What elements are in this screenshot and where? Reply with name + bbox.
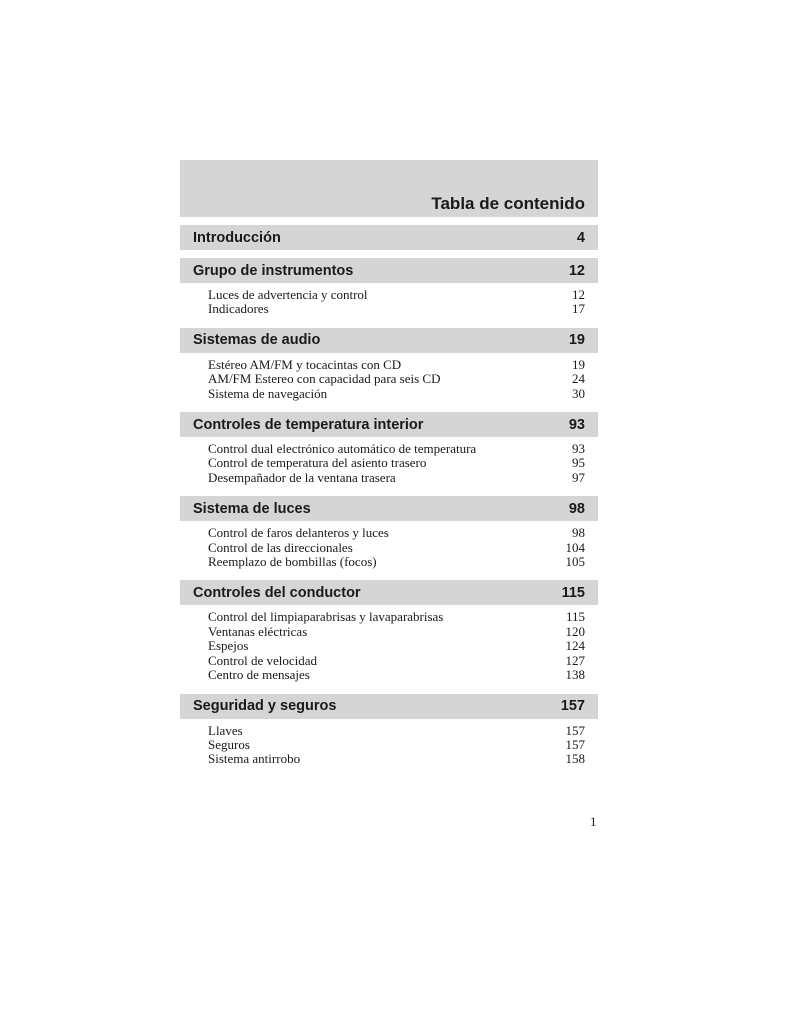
toc-section: [180, 694, 598, 770]
subsection-page: 124: [565, 638, 585, 654]
section-page: 157: [560, 698, 585, 714]
subsection-page: 24: [572, 371, 585, 387]
subsection-page: 157: [565, 736, 585, 752]
subsection-label: Control de faros delanteros y luces: [208, 525, 389, 541]
subsection-entry[interactable]: [208, 752, 585, 766]
subsection-entry[interactable]: [208, 387, 585, 401]
subsection-label: Control de velocidad: [208, 652, 318, 668]
subsection-entry[interactable]: [208, 456, 585, 470]
section-page: 4: [576, 229, 585, 246]
toc-section: [180, 496, 598, 572]
subsection-page: 17: [572, 301, 585, 317]
toc-section: [180, 328, 598, 404]
page-title: Tabla de contenido: [431, 194, 585, 213]
subsection-label: Centro de mensajes: [208, 667, 310, 683]
toc-section: [180, 225, 598, 250]
subsection-list: [180, 521, 598, 572]
subsection-entry[interactable]: [208, 541, 585, 555]
section-header[interactable]: [180, 694, 598, 719]
subsection-page: 19: [572, 356, 585, 372]
toc-section: [180, 412, 598, 488]
title-band: [180, 160, 598, 217]
subsection-label: Sistema de navegación: [208, 385, 328, 401]
section-header[interactable]: [180, 412, 598, 437]
section-page: 115: [561, 584, 585, 601]
subsection-label: Luces de advertencia y control: [208, 287, 368, 302]
section-header[interactable]: [180, 258, 598, 283]
subsection-entry[interactable]: [208, 358, 585, 372]
subsection-entry[interactable]: [208, 639, 585, 653]
section-page: 98: [568, 500, 585, 517]
subsection-page: 105: [565, 554, 585, 570]
subsection-list: [180, 353, 598, 404]
subsection-entry[interactable]: [208, 442, 585, 456]
subsection-label: Estéreo AM/FM y tocacintas con CD: [208, 356, 402, 372]
section-page: 93: [568, 416, 585, 433]
section-title: Controles de temperatura interior: [193, 416, 424, 433]
subsection-page: 97: [572, 469, 585, 485]
subsection-entry[interactable]: [208, 526, 585, 540]
subsection-page: 104: [565, 539, 585, 555]
subsection-entry[interactable]: [208, 288, 585, 302]
subsection-page: 158: [565, 751, 585, 767]
subsection-label: Control dual electrónico automático de temperatura: [208, 441, 477, 457]
subsection-entry[interactable]: [208, 625, 585, 639]
subsection-entry[interactable]: [208, 610, 585, 624]
section-title: Sistema de luces: [193, 500, 311, 517]
subsection-entry[interactable]: [208, 302, 585, 316]
subsection-entry[interactable]: [208, 471, 585, 485]
subsection-entry[interactable]: [208, 668, 585, 682]
subsection-label: Control de temperatura del asiento trasero: [208, 455, 427, 471]
subsection-page: 120: [565, 623, 585, 639]
page-number: 1: [590, 814, 597, 829]
subsection-label: Control de las direccionales: [208, 539, 353, 555]
subsection-label: Seguros: [208, 736, 250, 752]
subsection-page: 30: [572, 385, 585, 401]
subsection-label: AM/FM Estereo con capacidad para seis CD: [208, 371, 441, 387]
section-title: Seguridad y seguros: [193, 698, 337, 714]
subsection-page: 95: [572, 455, 585, 471]
subsection-page: 98: [572, 525, 585, 541]
subsection-page: 93: [572, 441, 585, 457]
section-title: Introducción: [193, 229, 281, 246]
toc-section: [180, 580, 598, 685]
subsection-entry[interactable]: [208, 738, 585, 752]
toc-section: [180, 258, 598, 320]
subsection-label: Desempañador de la ventana trasera: [208, 469, 396, 485]
toc-sections: [180, 225, 598, 770]
subsection-list: [180, 605, 598, 685]
subsection-page: 138: [565, 667, 585, 683]
table-of-contents: [180, 160, 598, 770]
section-page: 19: [568, 332, 585, 349]
subsection-page: 127: [565, 652, 585, 668]
section-header[interactable]: [180, 580, 598, 605]
subsection-list: [180, 437, 598, 488]
subsection-label: Ventanas eléctricas: [208, 623, 308, 639]
section-title: Controles del conductor: [193, 584, 361, 601]
section-title: Grupo de instrumentos: [193, 262, 354, 279]
section-page: 12: [568, 262, 585, 279]
subsection-label: Sistema antirrobo: [208, 751, 301, 767]
subsection-page: 115: [565, 609, 585, 625]
subsection-label: Control del limpiaparabrisas y lavaparabrisas: [208, 609, 444, 625]
subsection-entry[interactable]: [208, 724, 585, 738]
section-header[interactable]: [180, 225, 598, 250]
section-header[interactable]: [180, 496, 598, 521]
subsection-label: Reemplazo de bombillas (focos): [208, 554, 377, 570]
subsection-label: Espejos: [208, 638, 249, 654]
subsection-label: Indicadores: [208, 301, 269, 317]
section-title: Sistemas de audio: [193, 332, 321, 349]
subsection-entry[interactable]: [208, 372, 585, 386]
subsection-page: 12: [572, 287, 585, 302]
subsection-list: [180, 719, 598, 770]
subsection-page: 157: [565, 722, 585, 738]
subsection-entry[interactable]: [208, 654, 585, 668]
subsection-list: [180, 283, 598, 320]
subsection-label: Llaves: [208, 722, 243, 738]
section-header[interactable]: [180, 328, 598, 353]
subsection-entry[interactable]: [208, 555, 585, 569]
